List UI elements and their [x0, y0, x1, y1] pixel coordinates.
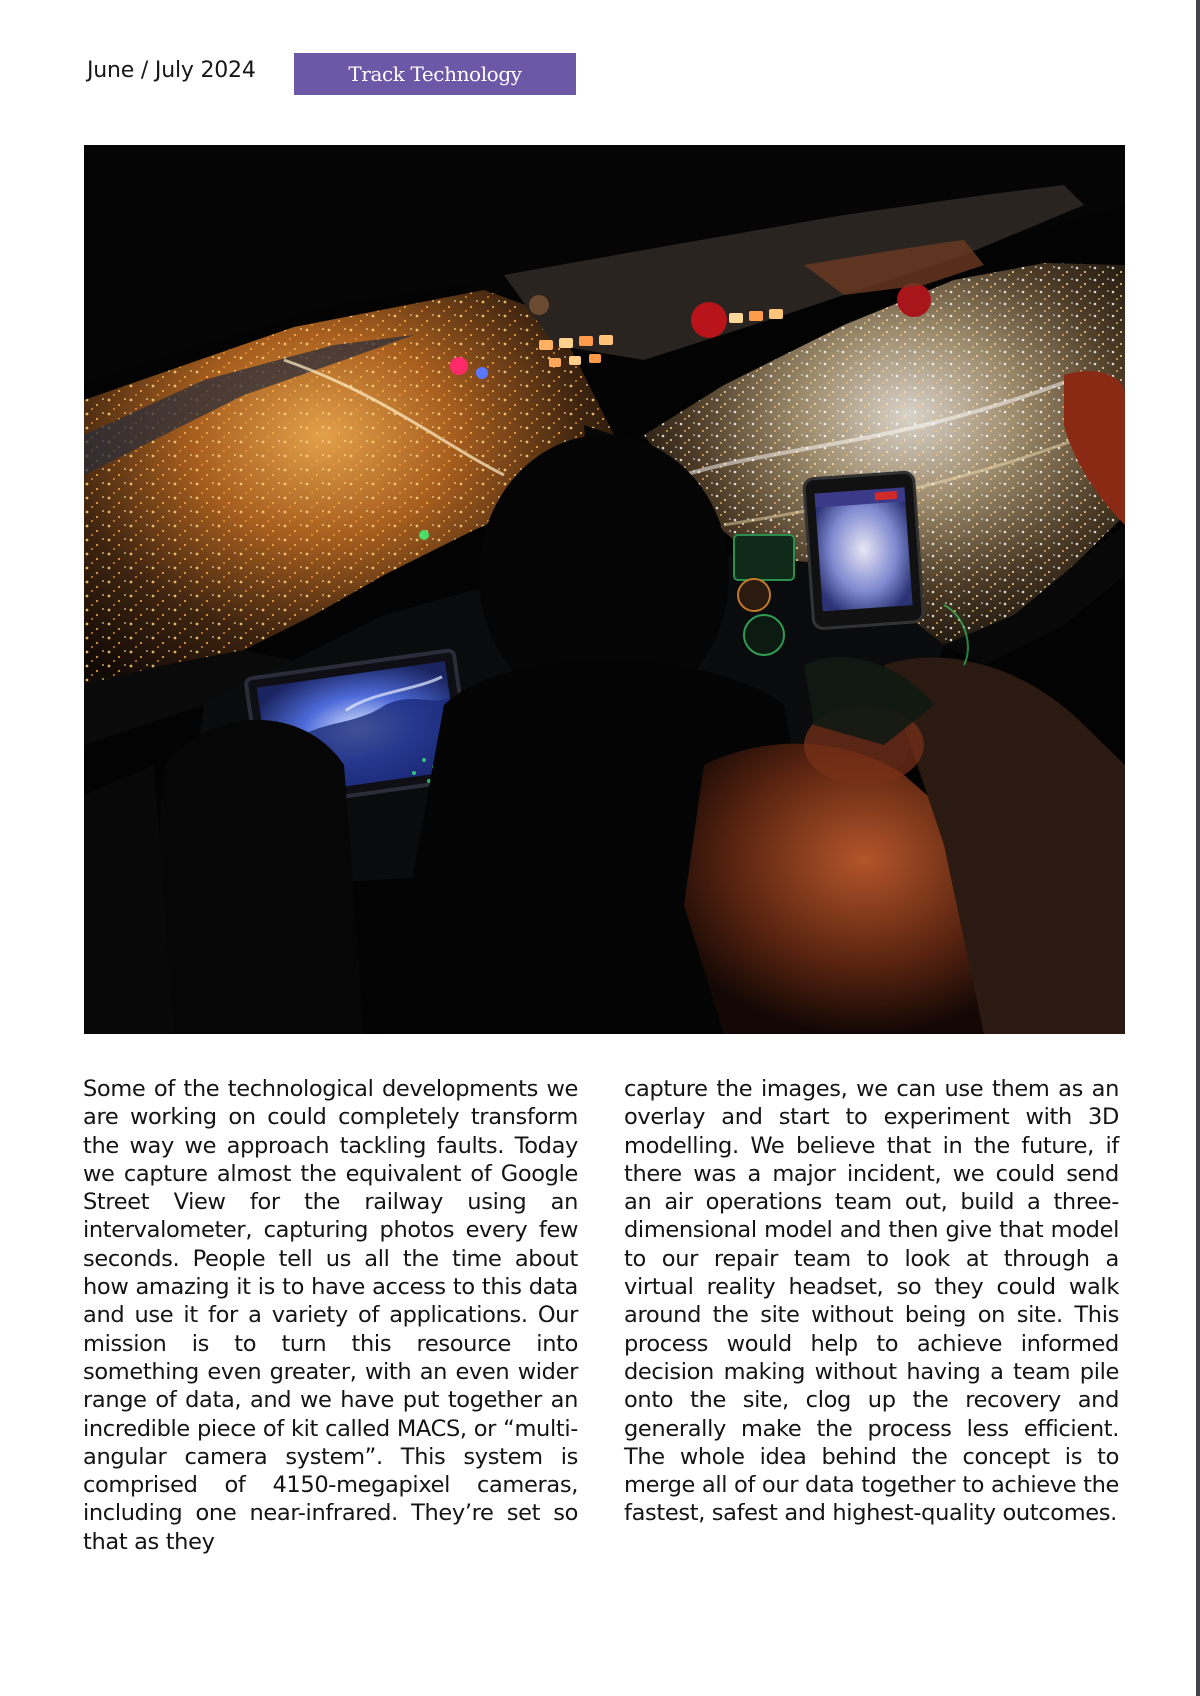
cockpit-night-photo	[84, 145, 1125, 1034]
nav-tablet	[804, 472, 924, 629]
issue-date: June / July 2024	[87, 58, 256, 83]
section-tag: Track Technology	[294, 53, 576, 95]
article-column-right: capture the images, we can use them as an overlay and start to experiment with 3D modelling. We believe that in the future, if there was a major incident, we could send an air operations team out, build a three-dimensional model and then give that model to our repair team to look at through a virtual reality headset, so they could walk around the site without being on site. This process would help to achieve informed decision making without having a team pile onto the site, clog up the recovery and generally make the process less efficient. The whole idea behind the concept is to merge all of our data together to achieve the fastest, safest and highest-quality outcomes.	[624, 1076, 1119, 1527]
article-column-left: Some of the technological developments we are working on could completely transform the way we approach tackling faults. Today we capture almost the equivalent of Google Street View for the railway using an intervalometer, capturing photos every few seconds. People tell us all the time about how amazing it is to have access to this data and use it for a variety of applications. Our mission is to turn this resource into something even greater, with an even wider range of data, and we have put together an incredible piece of kit called MACS, or “multi-angular camera system”. This system is comprised of 4150-megapixel cameras, including one near-infrared. They’re set so that as they	[83, 1076, 578, 1555]
page-edge	[1196, 0, 1200, 1696]
hero-photo	[84, 145, 1125, 1034]
